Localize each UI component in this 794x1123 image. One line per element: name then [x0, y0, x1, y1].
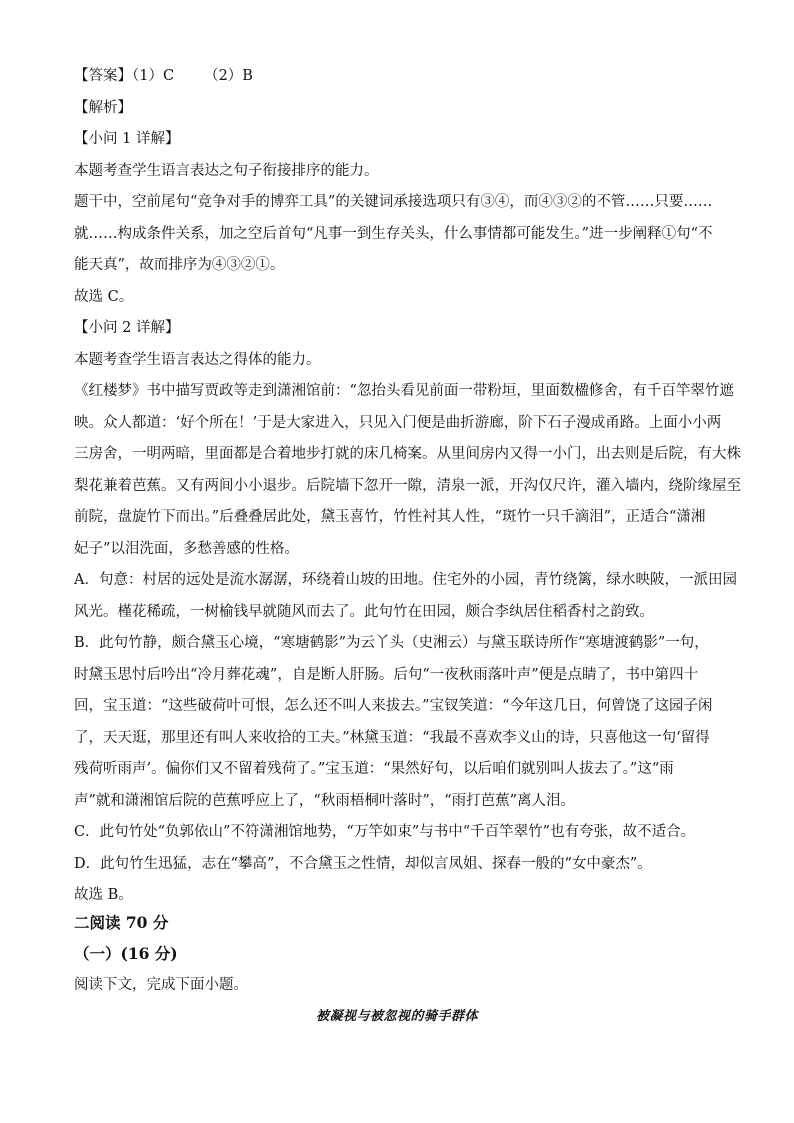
option-c-line: C．此句竹处“负郭依山”不符潇湘馆地势，“万竿如束”与书中“千百竿翠竹”也有夸张，故不适合。: [74, 824, 696, 840]
option-b-line: B．此句竹静，颇合黛玉心境，“寒塘鹤影”为云丫头（史湘云）与黛玉联诗所作“寒塘渡鹤影”一句，: [74, 635, 709, 651]
article-title: 被凝视与被忽视的骑手群体: [315, 1009, 478, 1024]
q1-line: 题干中，空前尾句“竞争对手的博弈工具”的关键词承接选项只有③④，而④③②的不管……只要……: [74, 194, 713, 210]
q2-line: 《红楼梦》书中描写贾政等走到潇湘馆前：“忽抬头看见前面一带粉垣，里面数楹修舍，有千百竿翠竹遮: [74, 383, 734, 399]
answer-line: [74, 66, 724, 86]
option-b-line: 回，宝玉道：“这些破荷叶可恨，怎么还不叫人来拔去。”宝钗笑道：“今年这几日，何曾饶了这园子闲: [74, 698, 713, 714]
option-b-line: 声”就和潇湘馆后院的芭蕉呼应上了，“秋雨梧桐叶落时”，“雨打芭蕉”离人泪。: [74, 793, 576, 809]
q1-header: 【小问 1 详解】: [74, 131, 180, 147]
q2-line: 妃子”以泪洗面，多愁善感的性格。: [74, 541, 299, 557]
q2-line: 梨花兼着芭蕉。又有两间小小退步。后院墙下忽开一隙，清泉一派，开沟仅尺许，灌入墙内，绕阶缘屋至: [74, 478, 741, 494]
q2-line: 前院，盘旋竹下而出。”后叠叠居此处，黛玉喜竹，竹性衬其人性，“斑竹一只千滴泪”，正适合“潇湘: [74, 509, 706, 525]
section-heading: 二阅读 70 分: [74, 913, 169, 932]
answer-part1: （1）C: [132, 68, 175, 84]
q1-line: 就……构成条件关系，加之空后首句“凡事一到生存关头，什么事情都可能发生。”进一步阐释①句“不: [74, 226, 713, 242]
answer-label: 【答案】: [74, 68, 132, 84]
answer-part2: （2）B: [204, 68, 253, 84]
reading-instruction: 阅读下文，完成下面小题。: [74, 977, 248, 993]
option-d-line: D．此句竹生迅猛，志在“攀高”，不合黛玉之性情，却似言凤姐、探春一般的“女中豪杰”。: [74, 856, 652, 872]
subsection-heading: （一）(16 分): [74, 944, 178, 963]
q1-conclusion: 故选 C。: [74, 289, 134, 305]
analysis-label: 【解析】: [74, 100, 132, 116]
option-b-line: 时黛玉思忖后吟出“冷月葬花魂”，自是断人肝肠。后句“一夜秋雨落叶声”便是点睛了，书中第四十: [74, 667, 699, 683]
q1-line: 能天真”，故而排序为④③②①。: [74, 257, 285, 273]
q2-line: 三房舍，一明两暗，里面都是合着地步打就的床几椅案。从里间房内又得一小门，出去则是后院，有大株: [74, 446, 741, 462]
q1-line: 本题考查学生语言表达之句子衔接排序的能力。: [74, 163, 379, 179]
q2-line: 本题考查学生语言表达之得体的能力。: [74, 352, 321, 368]
q2-header: 【小问 2 详解】: [74, 320, 180, 336]
option-a-line: 风光。槿花稀疏，一树榆钱早就随风而去了。此句竹在田园，颇合李纨居住稻香村之韵致。: [74, 604, 654, 620]
option-b-line: 了，天天逛，那里还有叫人来收拾的工夫。”林黛玉道：“我最不喜欢李义山的诗，只喜他这一句‘留得: [74, 730, 710, 746]
q2-conclusion: 故选 B。: [74, 887, 133, 903]
option-b-line: 残荷听雨声’。偏你们又不留着残荷了。”宝玉道：“果然好句，以后咱们就别叫人拔去了。”这“雨: [74, 761, 674, 777]
q2-line: 映。众人都道：‘好个所在！’于是大家进入，只见入门便是曲折游廊，阶下石子漫成甬路。上面小小两: [74, 415, 722, 431]
option-a-line: A．句意：村居的远处是流水潺潺，环绕着山坡的田地。住宅外的小园，青竹绕篱，绿水映陂，一派田园: [74, 572, 737, 588]
